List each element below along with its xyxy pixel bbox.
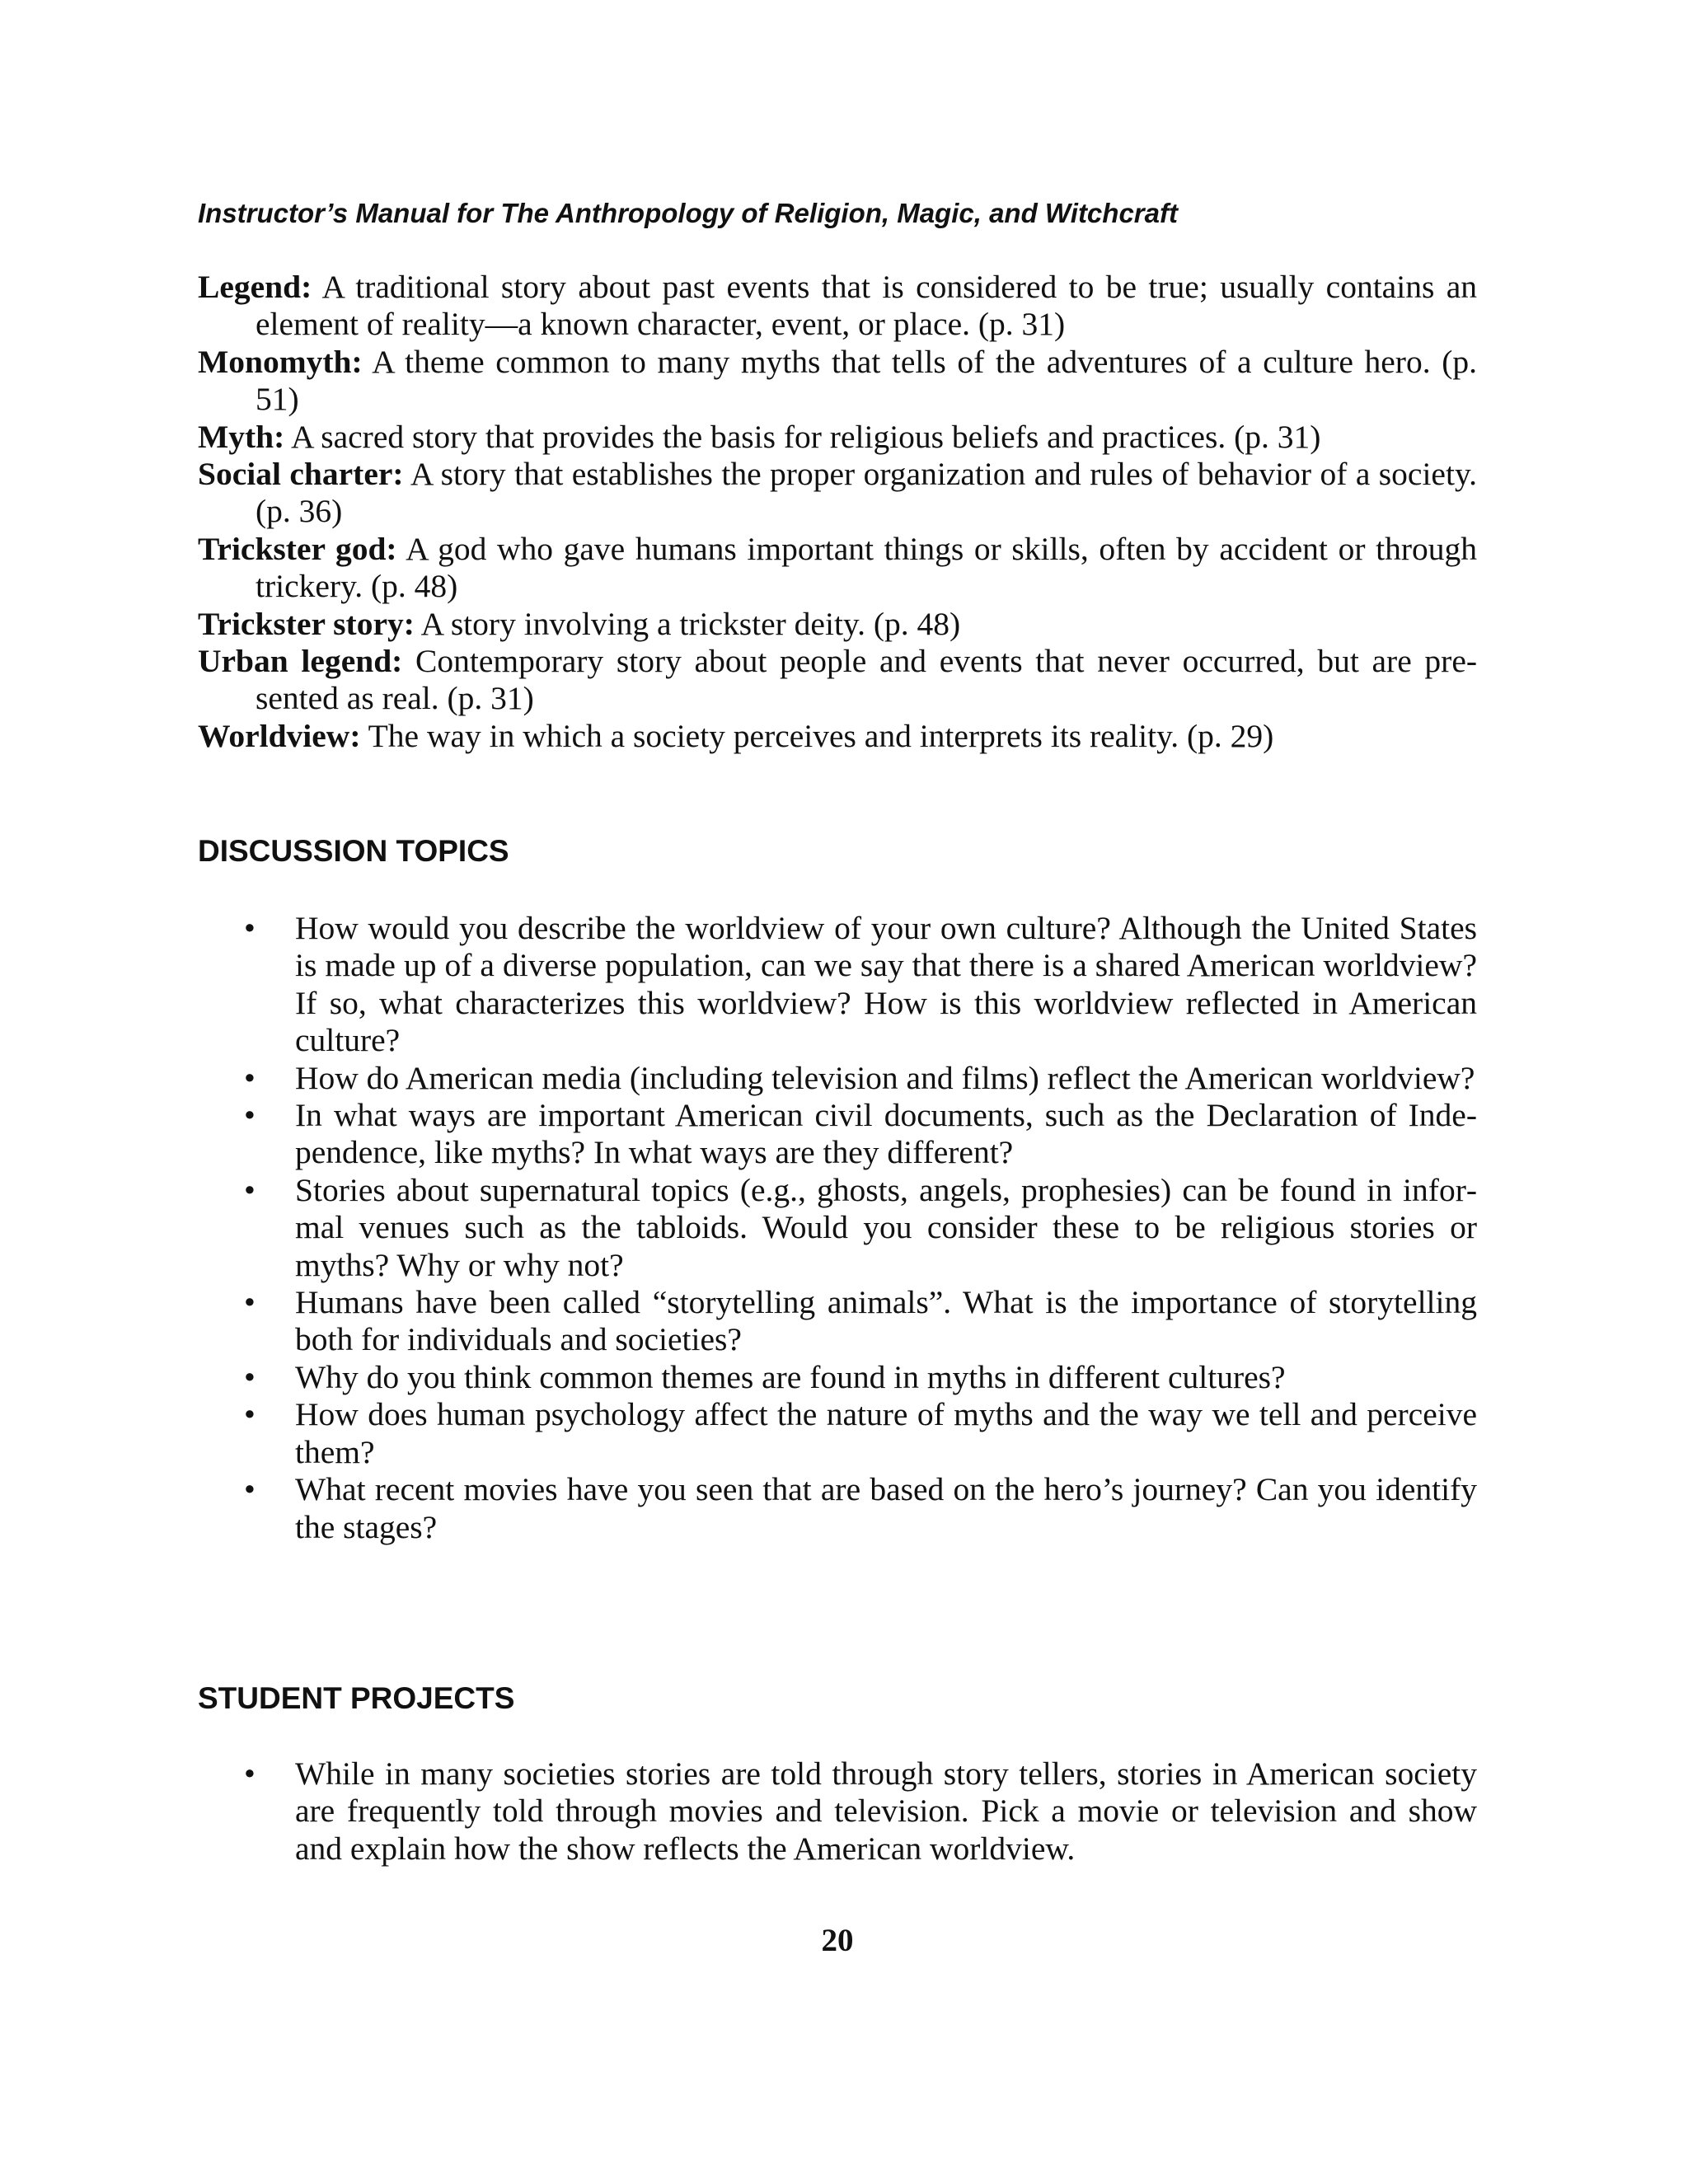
bullet-icon: • (244, 1471, 256, 1508)
glossary-term: Trickster story: (198, 605, 415, 642)
glossary-entry (198, 419, 1477, 456)
glossary-definition: The way in which a society perceives and interprets its reality. (p. 29) (368, 717, 1274, 754)
list-item (198, 1359, 1477, 1396)
glossary-definition: A sacred story that provides the basis for religious beliefs and practices. (p. 31) (291, 418, 1321, 455)
list-item (198, 1060, 1477, 1097)
list-item-text: Why do you think common themes are found in myths in different cultures? (295, 1358, 1286, 1395)
glossary-entry (198, 456, 1477, 531)
glossary-term: Legend: (198, 269, 312, 305)
glossary-entry (198, 606, 1477, 643)
student-projects-list (198, 1755, 1477, 1868)
glossary-definition: A god who gave humans important things or skills, often by accident or through trickery. (p. 48) (256, 530, 1477, 605)
bullet-icon: • (244, 1284, 256, 1321)
glossary-term: Monomyth: (198, 343, 363, 380)
bullet-icon: • (244, 1755, 256, 1792)
list-item (198, 910, 1477, 1060)
glossary-entry (198, 643, 1477, 718)
list-item-text: While in many societies stories are told through story tellers, stories in American society are frequently told through movies and television. Pick a movie or television and show and explain how the show reflects the American worldview. (295, 1755, 1477, 1867)
list-item-text: Stories about supernatural topics (e.g., ghosts, angels, prophesies) can be found in informal venues such as the tabloids. Would you consider these to be religious stories or myths? Why or why not? (295, 1171, 1477, 1283)
bullet-icon: • (244, 1059, 256, 1096)
discussion-topics-heading: DISCUSSION TOPICS (198, 834, 509, 868)
list-item (198, 1172, 1477, 1284)
glossary-term: Trickster god: (198, 530, 397, 567)
bullet-icon: • (244, 910, 256, 946)
glossary-definition: A story that establishes the proper organization and rules of behavior of a society. (p. 36) (256, 456, 1478, 530)
discussion-topics-list (198, 910, 1477, 1546)
glossary-definition: A traditional story about past events that is considered to be true; usually contains an element of reality—a known character, event, or place. (p. 31) (256, 269, 1477, 343)
list-item-text: What recent movies have you seen that are based on the hero’s journey? Can you identify the stages? (295, 1471, 1477, 1545)
glossary-definition: A theme common to many myths that tells of the adventures of a culture hero. (p. 51) (256, 343, 1477, 418)
bullet-icon: • (244, 1171, 256, 1208)
list-item (198, 1396, 1477, 1471)
glossary-term: Worldview: (198, 717, 361, 754)
glossary-entry (198, 531, 1477, 606)
bullet-icon: • (244, 1396, 256, 1433)
list-item-text: Humans have been called “storytelling animals”. What is the importance of storytelling both for individuals and societies? (295, 1284, 1477, 1358)
page-number: 20 (821, 1923, 854, 1958)
list-item (198, 1471, 1477, 1546)
glossary-entry (198, 269, 1477, 344)
list-item-text: How would you describe the worldview of your own culture? Although the United States is made up of a diverse population, can we say that there is a shared American worldview? If so, what characterizes this worldview? How is this worldview reflected in American culture? (295, 910, 1477, 1059)
glossary-definition: A story involving a trickster deity. (p. 48) (420, 605, 961, 642)
list-item (198, 1755, 1477, 1868)
list-item (198, 1284, 1477, 1359)
glossary-term: Social charter: (198, 456, 404, 493)
glossary-entry (198, 344, 1477, 419)
list-item-text: In what ways are important American civil documents, such as the Declaration of Independence, like myths? In what ways are they different? (295, 1097, 1477, 1171)
glossary-definition: Contemporary story about people and events that never occurred, but are presented as real. (p. 31) (256, 643, 1478, 717)
glossary-term: Urban legend: (198, 643, 403, 680)
bullet-icon: • (244, 1097, 256, 1134)
glossary-entry (198, 718, 1477, 755)
student-projects-heading: STUDENT PROJECTS (198, 1681, 515, 1715)
glossary-term: Myth: (198, 418, 285, 455)
list-item-text: How do American media (including television and films) reflect the American worldview? (295, 1059, 1475, 1096)
list-item (198, 1097, 1477, 1172)
running-header: Instructor’s Manual for The Anthropology of Religion, Magic, and Witchcraft (198, 198, 1178, 228)
list-item-text: How does human psychology affect the nature of myths and the way we tell and perceive them? (295, 1396, 1477, 1470)
glossary (198, 269, 1477, 755)
bullet-icon: • (244, 1358, 256, 1395)
